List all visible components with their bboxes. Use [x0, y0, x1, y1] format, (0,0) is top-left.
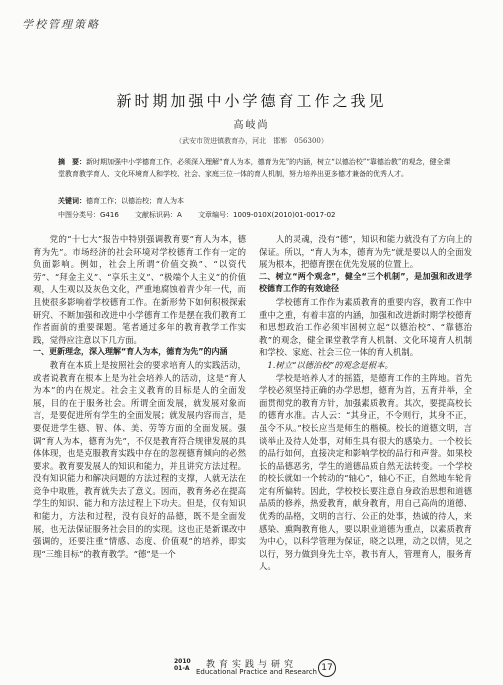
article-title: 新时期加强中小学德育工作之我见: [116, 92, 387, 110]
article-number: 文章编号：1009-010X(2010)01-0017-02: [198, 211, 336, 219]
article-meta: [58, 210, 453, 220]
journal-footer: [170, 656, 340, 680]
right-column: [259, 233, 472, 573]
section-heading: 一、更新理念，深入理解“育人为本，德育为先”的内涵: [33, 347, 228, 357]
section-heading: 二、树立“两个观念”，健全“三个机制”，是加强和改进学校德育工作的有效途径: [259, 271, 472, 294]
paragraph: 党的“十七大”报告中特别强调教育要“育人为本，德育为先”。市场经济的社会环境对学校德育工作有一定的负面影响。例如，社会上所谓“价值交换”、“以资代劳”、“拜金主义”、“享乐主义”、“极端个人主义”的价值观，人生观以及灰色文化，严重地腐蚀着青少年一代，而且使很多影响着学校德育工作。在新形势下如何积极探索研究、不断加强和改进中小学德育工作是摆在我们教育工作者面前的重要课题。笔者通过多年的教育教学工作实践，觉得应注意以下几方面。: [33, 234, 246, 345]
issue-info: [174, 658, 191, 672]
document-code: 文献标识码：A: [135, 211, 182, 219]
paragraph: 学校是培养人才的摇篮，是德育工作的主阵地。首先学校必须坚持正确的办学思想，德育为首，五育并举，全面贯彻党的教育方针，加强素质教育。其次，要提高校长的德育水准。古人云：“其身正，不令则行，其身不正，虽令不从。”校长应当是师生的楷模。校长的道德文明，言谈举止及待人处事，对师生具有很大的感染力。一个校长的品行如何，直接决定和影响学校的品行和声誉。如果校长的品德恶劣，学生的道德品质自然无法转变。一个学校的校长就如一个转动的“轴心”，轴心不正，自然地车轮肯定有所偏转。因此，学校校长要注意自身政治思想和道德品质的修养，热爱教育，献身教育，用自己高尚的道德、优秀的品格，文明的言行、公正的处事，热诚的待人，来感染、熏陶教育他人，要以职业道德为重点，以素质教育为中心，以科学管理为保证，晓之以理，动之以情，见之以行，努力做到身先士卒，教书育人，管理育人，服务育人。: [259, 372, 472, 572]
page-number: 17: [318, 659, 336, 677]
paragraph: 人的灵魂，没有“德”，知识和能力就没有了方向上的保证。所以，“育人为本，德育为先”就是要以人的全面发展为根本，把德育摆在优先发展的位置上。: [259, 234, 472, 270]
keywords-label: 关键词：: [58, 196, 86, 205]
abstract-text: 新时期加强中小学德育工作，必须深入理解“育人为本，德育为先”的内涵，树立“以德治校”“靠德治教”的观念，健全课堂教育教学育人、文化环境育人和学校、社会、家庭三位一体的育人机制，努力培养出更多德才兼备的优秀人才。: [58, 158, 451, 178]
left-column: [33, 233, 246, 560]
paragraph: 学校德育工作作为素质教育的重要内容，教育工作中重中之重，有着丰富的内涵，加强和改进新时期学校德育和思想政治工作必须牢固树立起“以德治校”、“靠德治教”的观念，健全课堂教学育人机制、文化环境育人机制和学校、家庭、社会三位一体的育人机制。: [259, 296, 472, 358]
keywords: [58, 196, 453, 206]
journal-name-en: Educational Practice and Research: [196, 668, 317, 676]
issue-number: 01-A: [174, 665, 190, 672]
keywords-text: 德育工作；以德治校；育人为本: [86, 197, 184, 205]
author-affiliation: （武安市贺进镇教育办，河北 邯郸 056300）: [175, 137, 328, 145]
section-label: 学校管理策略: [22, 18, 100, 31]
clc-number: 中图分类号：G416: [58, 211, 119, 219]
issue-year: 2010: [174, 658, 191, 665]
abstract-label: 摘 要：: [58, 157, 86, 166]
subsection-heading: 1.树立“以德治校”的观念是根本。: [267, 359, 393, 370]
article-author: 高岐尚: [233, 120, 270, 131]
abstract: [58, 156, 453, 180]
journal-name-cn: 教育实践与研究: [206, 660, 298, 670]
paragraph: 教育在本质上是按照社会的要求培育人的实践活动，或者说教育在根本上是为社会培养人的活动，这是“育人为本”的内在规定。社会主义教育的目标是人的全面发展，目的在于服务社会。所谓全面发展，就发展对象而言，是要促进所有学生的全面发展；就发展内容而言，是要促进学生德、智、体、美、劳等方面的全面发展。强调“育人为本，德育为先”，不仅是教育符合规律发展的具体体现，也是克服教育实践中存在的忽视德育倾向的必然要求。教育要发展人的知识和能力，并且讲究方法过程。没有知识能力和解决问题的方法过程的支撑，人就无法在竞争中取胜，教育就失去了意义。因而，教育务必在提高学生的知识、能力和方法过程上下功夫。但是，仅有知识和能力，方法和过程，没有良好的品德，既不是全面发展，也无法保证服务社会目的的实现。这也正是新课改中强调的，还要注重“情感、态度、价值观”的培养，即实现“三维目标”的教育教学。“德”是一个: [33, 359, 246, 559]
